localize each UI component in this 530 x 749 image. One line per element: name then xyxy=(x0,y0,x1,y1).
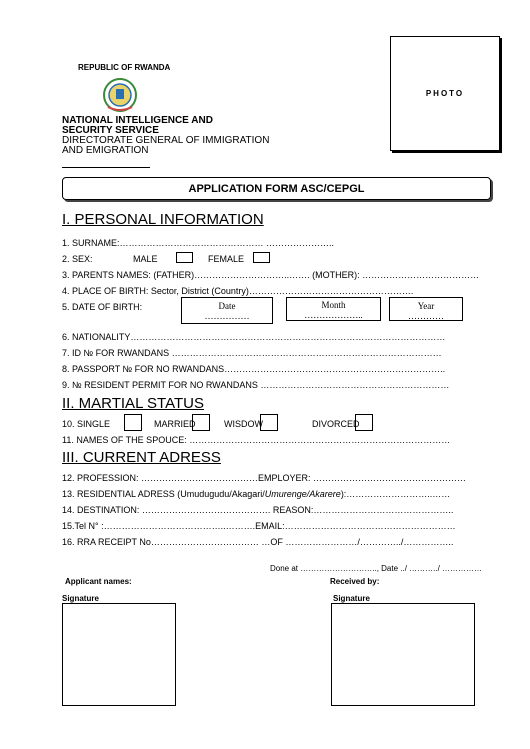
photo-label: PHOTO xyxy=(425,89,465,98)
signature-label-applicant: Signature xyxy=(62,594,99,603)
id-field[interactable]: 7. ID № FOR RWANDANS ……………………………………………………………………………… xyxy=(62,348,442,358)
birth-place-field[interactable]: 4. PLACE OF BIRTH: Sector, District (Country)………………………………………………. xyxy=(62,286,414,296)
dob-month-dots: ……………….. xyxy=(304,310,363,320)
passport-field[interactable]: 8. PASSPORT № FOR NO RWANDANS……………………………………………………………….. xyxy=(62,364,446,374)
applicant-signature-box[interactable] xyxy=(62,603,176,706)
dob-month-label: Month xyxy=(321,300,346,310)
section-martial-heading: II. MARTIAL STATUS xyxy=(62,395,204,412)
single-label: 10. SINGLE xyxy=(62,419,111,429)
done-at-field[interactable]: Done at ……………………….., Date ../ ………../ …………… xyxy=(270,564,483,573)
residential-label-a: 13. RESIDENTIAL ADRESS (Umudugudu/Akagari/ xyxy=(62,489,265,499)
dept-name-line1: DIRECTORATE GENERAL OF IMMIGRATION xyxy=(62,135,270,146)
residential-field[interactable] xyxy=(62,489,450,499)
permit-field[interactable]: 9. № RESIDENT PERMIT FOR NO RWANDANS ……………………………………………………… xyxy=(62,380,450,390)
married-checkbox[interactable] xyxy=(192,414,210,431)
female-checkbox[interactable] xyxy=(253,252,270,263)
org-name-line2: SECURITY SERVICE xyxy=(62,125,159,136)
male-label: MALE xyxy=(133,254,158,264)
country-name: REPUBLIC OF RWANDA xyxy=(78,63,171,72)
dob-year-box[interactable] xyxy=(389,297,463,321)
residential-label-b: Umurenge/Akarere xyxy=(264,489,341,499)
signature-label-receiver: Signature xyxy=(333,594,370,603)
applicant-names-label: Applicant names: xyxy=(65,577,132,586)
parents-field[interactable]: 3. PARENTS NAMES: (FATHER)…………………………..……. (MOTHER): ………………………………… xyxy=(62,270,480,280)
widow-label: WISDOW xyxy=(224,419,263,429)
org-name-line1: NATIONAL INTELLIGENCE AND xyxy=(62,115,213,126)
form-title: APPLICATION FORM ASC/CEPGL xyxy=(188,183,365,195)
single-checkbox[interactable] xyxy=(124,414,142,431)
dob-year-dots: ………… xyxy=(408,311,444,321)
rra-receipt-field[interactable]: 16. RRA RECEIPT No……………………………… …OF ……………………/…………../…………….. xyxy=(62,537,454,547)
divorced-label: DIVORCED xyxy=(312,419,360,429)
nationality-field[interactable]: 6. NATIONALITY…………………………………………………………………………………………… xyxy=(62,332,446,342)
dob-year-label: Year xyxy=(417,301,435,311)
header-rule xyxy=(62,167,150,168)
married-label: MARRIED xyxy=(154,419,196,429)
form-title-bar xyxy=(62,177,491,200)
coat-of-arms-icon xyxy=(99,77,141,113)
sex-label: 2. SEX: xyxy=(62,254,93,264)
receiver-signature-box[interactable] xyxy=(331,603,475,706)
section-personal-heading: I. PERSONAL INFORMATION xyxy=(62,211,264,228)
dob-date-dots: …………… xyxy=(204,311,250,321)
widow-checkbox[interactable] xyxy=(260,414,278,431)
female-label: FEMALE xyxy=(208,254,245,264)
profession-field[interactable]: 12. PROFESSION: …………………………………EMPLOYER: …………………………………………… xyxy=(62,473,467,483)
male-checkbox[interactable] xyxy=(176,252,193,263)
divorced-checkbox[interactable] xyxy=(355,414,373,431)
spouse-field[interactable]: 11. NAMES OF THE SPOUCE: …………………………………………………………………………… xyxy=(62,435,451,445)
residential-label-c: ):………………………..…… xyxy=(340,489,451,499)
surname-field[interactable]: 1. SURNAME:………………………………………… ………………….. xyxy=(62,238,335,248)
photo-box xyxy=(390,36,500,151)
tel-email-field[interactable]: 15.Tel N° :…………………………………..……….EMAIL:………………………………………………… xyxy=(62,521,456,531)
dob-date-label: Date xyxy=(218,301,236,311)
section-address-heading: III. CURRENT ADRESS xyxy=(62,449,221,466)
dept-name-line2: AND EMIGRATION xyxy=(62,145,149,156)
destination-field[interactable]: 14. DESTINATION: ……………………………………. REASON:……………………………………….. xyxy=(62,505,454,515)
dob-date-box[interactable] xyxy=(181,297,273,324)
dob-month-box[interactable] xyxy=(286,297,381,321)
dob-label: 5. DATE OF BIRTH: xyxy=(62,302,143,312)
received-by-label: Received by: xyxy=(330,577,380,586)
